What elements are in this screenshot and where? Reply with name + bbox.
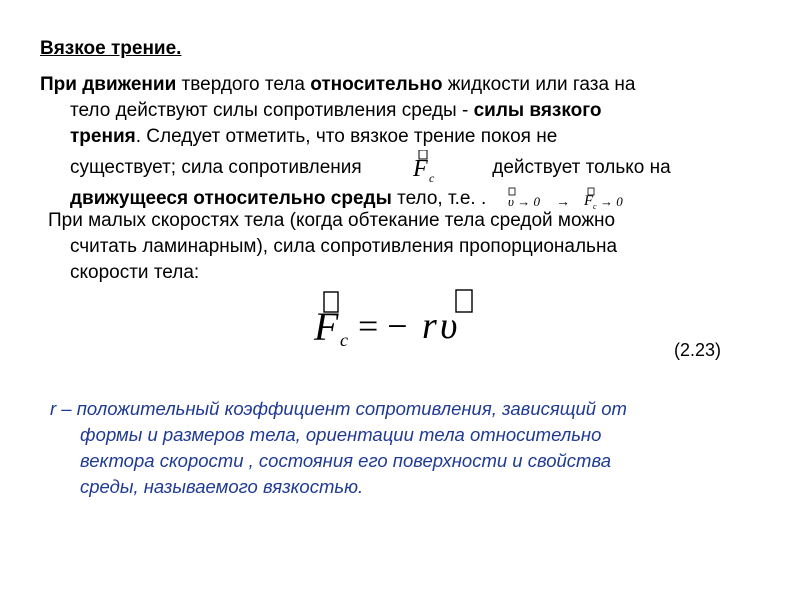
fc-symbol: F (412, 156, 428, 182)
bold-text: При движении (40, 74, 177, 95)
vector-box (456, 290, 472, 312)
fc-subscript: c (428, 171, 435, 185)
text: существует; сила сопротивления (70, 157, 362, 179)
main-formula-svg (312, 284, 492, 354)
bold-text: движущееся относительно среды (70, 188, 392, 209)
text: r – положительный коэффициент сопротивления, зависящий от (50, 398, 627, 419)
main-v: υ (440, 305, 458, 347)
bold-text: относительно (310, 74, 443, 95)
bold-text: силы вязкого (473, 100, 602, 121)
main-equals: = − (358, 306, 408, 346)
text: жидкости или газа на (442, 74, 636, 95)
text: считать ламинарным), сила сопротивления пропорциональна (70, 236, 618, 257)
paragraph-viscous-friction (40, 72, 748, 212)
text: скорости тела: (70, 262, 200, 283)
implication-arrow: → (555, 194, 570, 210)
main-lhs: F (314, 304, 339, 349)
implication-right: F (583, 192, 593, 209)
main-subscript: c (340, 330, 348, 350)
text: формы и размеров тела, ориентации тела относительно (80, 424, 602, 445)
implication-left: υ → 0 (507, 193, 540, 209)
coefficient-note (50, 396, 750, 500)
text: тело действуют силы сопротивления среды - (70, 100, 474, 121)
text: При малых скоростях тела (когда обтекание тела средой можно (48, 210, 616, 231)
paragraph-laminar (48, 208, 748, 286)
text: действует только на (492, 157, 671, 179)
bold-text: трения (70, 126, 136, 147)
equation-number: (2.23) (674, 340, 722, 360)
main-r: r (422, 305, 437, 347)
text: твердого тела (176, 74, 311, 95)
slide-title: Вязкое трение. (40, 38, 182, 59)
implication-right-sub: c (592, 201, 597, 211)
text: среды, называемого вязкостью. (80, 476, 364, 497)
main-formula (312, 284, 492, 354)
text: . Следует отметить, что вязкое трение покоя не (135, 126, 558, 147)
text: тело, т.е. . (391, 188, 487, 209)
fc-vector-formula (405, 150, 465, 186)
implication-right-tail: → 0 (599, 193, 623, 209)
fc-vector-svg (405, 150, 465, 186)
text: вектора скорости , состояния его поверхности и свойства (80, 450, 611, 471)
